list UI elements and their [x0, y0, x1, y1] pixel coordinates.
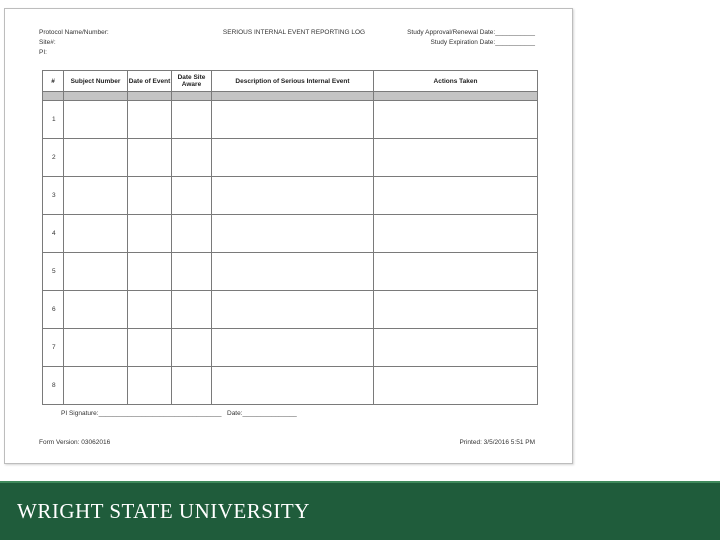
table-cell[interactable] [64, 291, 128, 329]
header-band [43, 92, 538, 101]
printed-timestamp: Printed: 3/5/2016 5:51 PM [459, 439, 535, 446]
signature-date-label: Date:_______________ [227, 410, 297, 417]
table-cell[interactable] [128, 177, 172, 215]
table-cell[interactable] [374, 329, 538, 367]
table-cell[interactable] [64, 177, 128, 215]
table-cell[interactable] [128, 253, 172, 291]
table-cell[interactable] [212, 291, 374, 329]
row-number: 7 [43, 329, 64, 367]
expiration-date-label: Study Expiration Date:___________ [430, 39, 535, 46]
table-cell[interactable] [212, 329, 374, 367]
pi-signature-label: PI Signature:__________________________________ [61, 410, 222, 417]
column-header: Subject Number [64, 71, 128, 92]
column-header: Actions Taken [374, 71, 538, 92]
table-cell[interactable] [212, 253, 374, 291]
pi-label: PI: [39, 49, 47, 56]
table-row [43, 139, 538, 177]
table-cell[interactable] [212, 139, 374, 177]
table-cell[interactable] [374, 101, 538, 139]
event-log-table [42, 70, 538, 405]
protocol-label: Protocol Name/Number: [39, 29, 109, 36]
table-cell[interactable] [172, 139, 212, 177]
reporting-log-document [4, 8, 573, 464]
university-wordmark: WRIGHT STATE UNIVERSITY [17, 499, 310, 523]
row-number: 4 [43, 215, 64, 253]
table-cell[interactable] [212, 367, 374, 405]
university-footer-banner [0, 481, 720, 540]
table-row [43, 329, 538, 367]
table-cell[interactable] [172, 291, 212, 329]
form-title: SERIOUS INTERNAL EVENT REPORTING LOG [222, 29, 366, 36]
table-cell[interactable] [128, 215, 172, 253]
column-header: Date of Event [128, 71, 172, 92]
table-cell[interactable] [374, 139, 538, 177]
table-cell[interactable] [374, 253, 538, 291]
table-row [43, 215, 538, 253]
table-row [43, 291, 538, 329]
table-cell[interactable] [212, 177, 374, 215]
footer-accent-line [0, 481, 720, 483]
table-cell[interactable] [128, 139, 172, 177]
row-number: 6 [43, 291, 64, 329]
table-cell[interactable] [128, 291, 172, 329]
table-cell[interactable] [64, 329, 128, 367]
site-label: Site#: [39, 39, 56, 46]
table-cell[interactable] [128, 101, 172, 139]
table-row [43, 253, 538, 291]
table-cell[interactable] [64, 367, 128, 405]
table-cell[interactable] [64, 253, 128, 291]
row-number: 1 [43, 101, 64, 139]
table-cell[interactable] [172, 367, 212, 405]
table-cell[interactable] [374, 177, 538, 215]
row-number: 2 [43, 139, 64, 177]
table-cell[interactable] [212, 215, 374, 253]
table-cell[interactable] [172, 329, 212, 367]
column-header: # [43, 71, 64, 92]
row-number: 5 [43, 253, 64, 291]
row-number: 3 [43, 177, 64, 215]
table-cell[interactable] [374, 291, 538, 329]
table-cell[interactable] [64, 215, 128, 253]
table-row [43, 101, 538, 139]
table-row [43, 177, 538, 215]
table-cell[interactable] [172, 177, 212, 215]
table-cell[interactable] [172, 101, 212, 139]
table-cell[interactable] [212, 101, 374, 139]
table-row [43, 367, 538, 405]
approval-date-label: Study Approval/Renewal Date:___________ [407, 29, 535, 36]
column-header: Date Site Aware [172, 71, 212, 92]
table-cell[interactable] [172, 215, 212, 253]
table-cell[interactable] [128, 329, 172, 367]
row-number: 8 [43, 367, 64, 405]
table-cell[interactable] [374, 215, 538, 253]
table-header-row [43, 71, 538, 92]
table-cell[interactable] [64, 139, 128, 177]
form-version: Form Version: 03062016 [39, 439, 111, 446]
table-cell[interactable] [172, 253, 212, 291]
table-cell[interactable] [374, 367, 538, 405]
table-cell[interactable] [128, 367, 172, 405]
table-cell[interactable] [64, 101, 128, 139]
column-header: Description of Serious Internal Event [212, 71, 374, 92]
